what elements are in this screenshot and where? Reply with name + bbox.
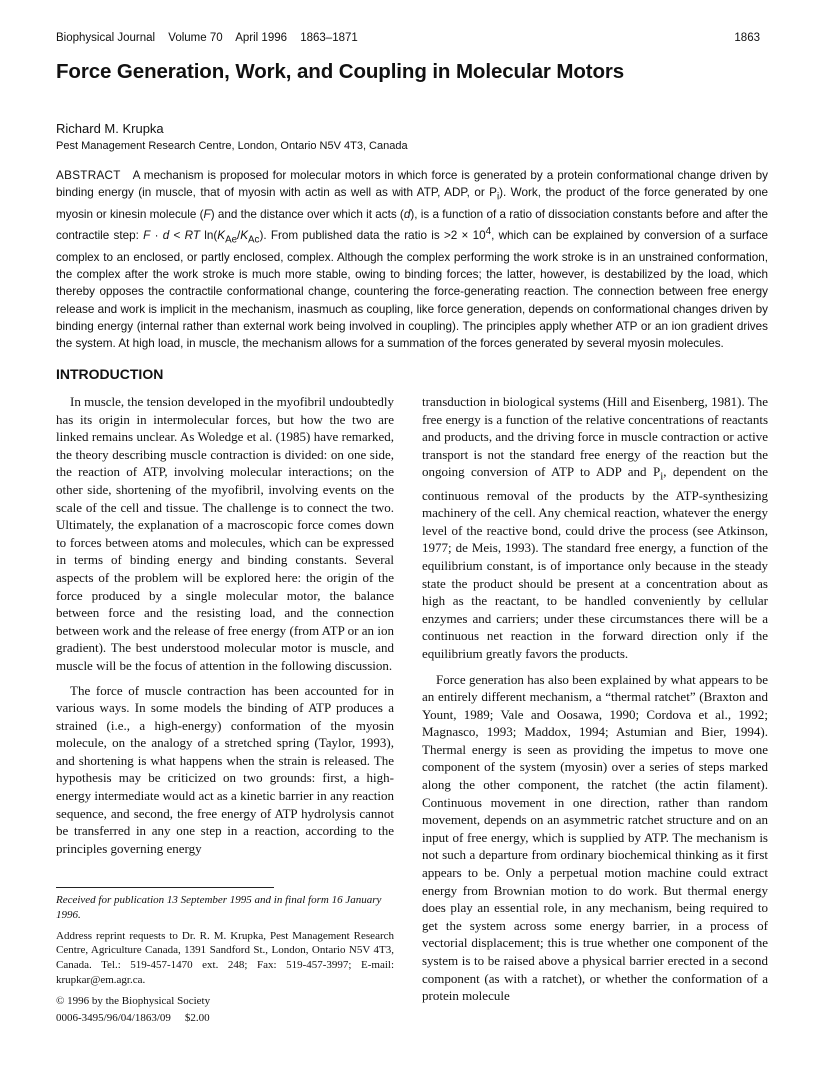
section-heading-introduction: INTRODUCTION [56,366,164,382]
footnote-divider [56,887,274,888]
paragraph: The force of muscle contraction has been accounted for in various ways. In some models the binding of ATP produces a strained (i.e., a high-energy) conformation of the myosin molecule, on the analogy of a stretched spring (Taylor, 1993), and shortening is what happens when the strain is released. The hypothesis may be criticized on two grounds: first, a high-energy intermediate would act as a kinetic barrier in any reaction sequence, and second, the free energy of ATP hydrolysis cannot be transferred in any one step in a reaction, according to the principles governing energy [56,682,394,856]
journal-date: April 1996 [235,32,288,44]
reprint-address-note: Address reprint requests to Dr. R. M. Krupka, Pest Management Research Centre, Agriculture Canada, 1391 Sandford St., London, Ontario N5V 4T3, Canada. Tel.: 519-457-1470 ext. 248; Fax: 519-457-3997; E-mail: krupkar@em.agr.ca. [56,929,394,986]
price: $2.00 [184,1011,210,1024]
paragraph: transduction in biological systems (Hill and Eisenberg, 1981). The free energy is a function of the relative concentrations of reactants and products, and the driving force in muscle contraction or active transport is not the standard free energy of the reaction but the ongoing conversion of ATP to ADP and $P_i$, dependent on the continuous removal of the products by the ATP-synthesizing machinery of the cell. Any chemical reaction, whatever the energy level of the reactive bond, could drive the process (see Atkinson, 1977; de Meis, 1993). The standard free energy, a function of the equilibrium constant, is of importance only because in the steady state the product should be present at a concentration about as high as the reactant, to be handled conveniently by cellular enzymes and carriers; under these circumstances there will be a continuous net reaction in the forward direction only if the equilibrium greatly favors the products. [422,394,768,661]
article-title: Force Generation, Work, and Coupling in Molecular Motors [56,60,625,83]
work-equation: F · d < RT $\ln(K_{Ae}/K_{Ac})$ [143,229,264,246]
journal-volume: Volume 70 [168,32,223,44]
issn-line [56,1011,394,1026]
body-column-right [422,393,768,1005]
page-range: 1863–1871 [300,32,358,44]
abstract-label: ABSTRACT [56,169,121,182]
author-name: Richard M. Krupka [56,121,164,136]
paragraph: In muscle, the tension developed in the myofibril undoubtedly has its origin in intermolecular forces, but how the two are linked remains unclear. As Woledge et al. (1985) have remarked, the theory describing muscle contraction is divided: on one side, the reaction of ATP, involving molecular interactions; on the other side, shortening of the myofibril, involving events on the scale of the cell and tissue. The challenge is to connect the two. Ultimately, the explanation of a macroscopic force comes down to forces between atoms and molecules, which can be expressed in terms of binding energy and binding constants. Several aspects of the problem will be explored here: the origin of the force produced by a single molecular motor, the balance between force and the resisting load, and the connection between work and the release of free energy (from ATP or an ion gradient). The best understood molecular motor is muscle, and muscle will be the focus of attention in the following discussion. [56,394,394,673]
paragraph: Force generation has also been explained by what appears to be an entirely different mechanism, a “thermal ratchet” (Braxton and Yount, 1989; Vale and Oosawa, 1990; Cordova et al., 1992; Magnasco, 1993; Maddox, 1994; Astumian and Bier, 1994). Thermal energy is seen as providing the impetus to move one component of the system (myosin) over a series of steps marked along the other component, the ratchet (the actin filament). Continuous movement in one direction, rather than random movement, depends on an asymmetric ratchet structure and on an input of free energy, which is supplied by ATP. The mechanism is not such a departure from ordinary biochemical thinking as it first appears to be. Only a perpetual motion machine could extract energy from Brownian motion to do work. But thermal energy does play an essential role, in any mechanism, being required to get the system across some energy barrier, in a process of vectorial displacement; this is true whether one component of the system is to be raised above a physical barrier erected in a second component (as with a ratchet), or whether the conformation of a protein molecule [422,671,768,1004]
running-header [56,32,760,50]
abstract: ABSTRACT A mechanism is proposed for molecular motors in which force is generated by a protein conformational change driven by binding energy (in muscle, that of myosin with actin as well as with ATP, ADP, or $P_i$). Work, the product of the force generated by one myosin or kinesin molecule (F) and the distance over which it acts (d), is a function of a ratio of dissociation constants before and after the contractile step: F · d < RT $\ln(K_{Ae}/K_{Ac})$. From published data the ratio is $>2 \times 10^4$, which can be explained by conversion of a surface complex to an enclosed, or partly enclosed, complex. Although the complex performing the work stroke is in an unstrained conformation, the complex after the work stroke is much more stable, owing to binding forces; the latter, however, is destabilized by the load, which thereby opposes the contractile conformational change, countering the force-generating reaction. The connection between free energy release and work is implicit in the mechanism, inasmuch as coupling, like force generation, depends on conformational changes driven by binding energy (internal rather than external work being involved in coupling). The principles apply whether ATP or an ion gradient drives the system. At high load, in muscle, the mechanism allows for a summation of the forces generated by several myosin molecules. [56,169,769,351]
copyright-note: © 1996 by the Biophysical Society [56,994,211,1007]
issn-code: 0006-3495/96/04/1863/09 [56,1011,171,1024]
footnotes [56,893,394,1025]
body-column-left [56,393,394,857]
received-date-note: Received for publication 13 September 1995 and in final form 16 January 1996. [56,894,382,921]
journal-name: Biophysical Journal [56,32,156,44]
journal-citation [56,32,368,44]
page-number: 1863 [734,32,760,44]
author-affiliation: Pest Management Research Centre, London, Ontario N5V 4T3, Canada [56,140,408,152]
